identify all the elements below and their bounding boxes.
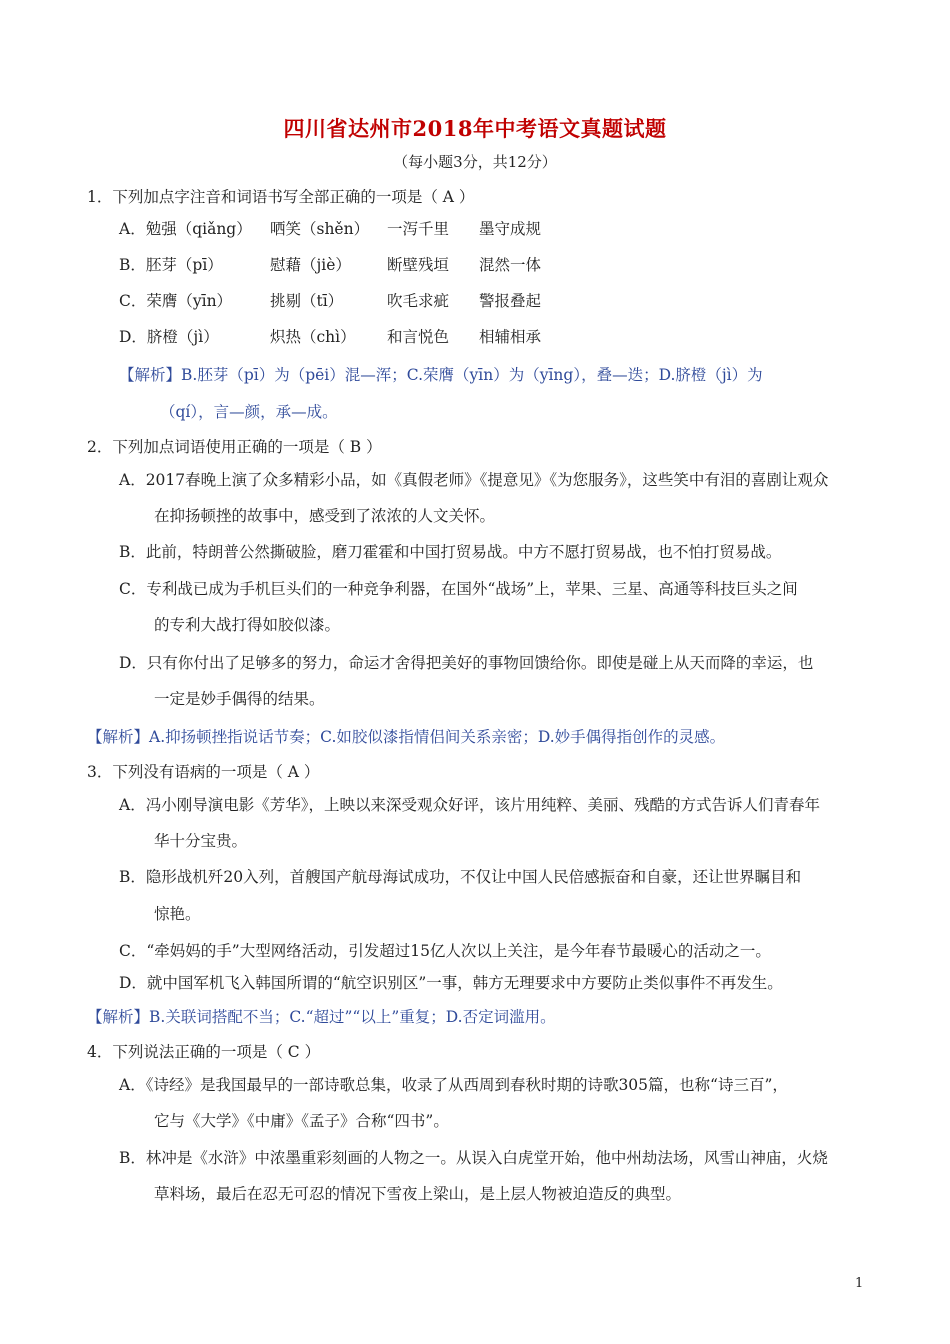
question-2-option-d-cont: 一定是妙手偶得的结果。	[154, 690, 325, 708]
analysis-text: B.胚芽（pī）为（pēi）混—浑；C.荣膺（yīn）为（yīng），叠—迭；D.脐橙（jì）为	[181, 366, 763, 384]
question-2-option-a-cont: 在抑扬顿挫的故事中，感受到了浓浓的人文关怀。	[154, 507, 496, 525]
analysis-text: B.关联词搭配不当；C.“超过”“以上”重复；D.否定词滥用。	[149, 1008, 556, 1026]
question-2-option-d: D．只有你付出了足够多的努力，命运才舍得把美好的事物回馈给你。即使是碰上从天而降的幸运，也	[119, 654, 814, 672]
option-cell: 炽热（chì）	[270, 328, 356, 346]
question-3-option-a: A．冯小刚导演电影《芳华》，上映以来深受观众好评，该片用纯粹、美丽、残酷的方式告诉人们青春年	[119, 796, 820, 814]
option-cell: B．胚芽（pī）	[119, 256, 223, 274]
question-4-option-a: A．《诗经》是我国最早的一部诗歌总集，收录了从西周到春秋时期的诗歌305篇，也称“诗三百”，	[119, 1076, 788, 1094]
page-subtitle: （每小题3分，共12分）	[393, 153, 557, 171]
question-1-analysis	[119, 364, 763, 386]
question-2-option-c: C．专利战已成为手机巨头们的一种竞争利器，在国外“战场”上，苹果、三星、高通等科技巨头之间	[119, 580, 798, 598]
analysis-text: A.抑扬顿挫指说话节奏；C.如胶似漆指情侣间关系亲密；D.妙手偶得指创作的灵感。	[149, 728, 726, 746]
question-1-option-c	[119, 290, 541, 312]
option-cell: 和言悦色	[387, 328, 450, 346]
question-2-analysis	[87, 726, 725, 748]
question-4-option-a-cont: 它与《大学》《中庸》《孟子》合称“四书”。	[154, 1112, 449, 1130]
question-4-option-b-cont: 草料场，最后在忍无可忍的情况下雪夜上梁山，是上层人物被迫造反的典型。	[154, 1185, 682, 1203]
option-cell: 警报叠起	[479, 292, 542, 310]
question-2-stem: 2．下列加点词语使用正确的一项是（ B ）	[87, 438, 382, 456]
question-1-option-d	[119, 326, 541, 348]
question-2-option-a: A．2017春晚上演了众多精彩小品，如《真假老师》《提意见》《为您服务》，这些笑中有泪的喜剧让观众	[119, 471, 829, 489]
page-number: 1	[855, 1276, 864, 1291]
question-3-analysis	[87, 1006, 556, 1028]
option-cell: 墨守成规	[479, 220, 542, 238]
option-cell: 吹毛求疵	[387, 292, 450, 310]
analysis-tag: 【解析】	[87, 728, 150, 746]
question-3-option-a-cont: 华十分宝贵。	[154, 832, 248, 850]
question-3-option-d: D．就中国军机飞入韩国所谓的“航空识别区”一事，韩方无理要求中方要防止类似事件不再发生。	[119, 974, 783, 992]
question-3-option-c: C．“牵妈妈的手”大型网络活动，引发超过15亿人次以上关注，是今年春节最暖心的活动之一。	[119, 942, 771, 960]
question-1-analysis-cont: （qí），言—颜，承—成。	[160, 403, 338, 421]
question-1-option-a	[119, 218, 541, 240]
option-cell: D．脐橙（jì）	[119, 328, 219, 346]
question-3-stem: 3．下列没有语病的一项是（ A ）	[87, 763, 320, 781]
option-cell: 混然一体	[479, 256, 542, 274]
question-2-option-b: B．此前，特朗普公然撕破脸，磨刀霍霍和中国打贸易战。中方不愿打贸易战，也不怕打贸易战。	[119, 543, 782, 561]
question-1-option-b	[119, 254, 541, 276]
question-2-option-c-cont: 的专利大战打得如胶似漆。	[154, 616, 341, 634]
analysis-tag: 【解析】	[119, 366, 182, 384]
option-cell: 一泻千里	[387, 220, 450, 238]
analysis-tag: 【解析】	[87, 1008, 150, 1026]
question-3-option-b-cont: 惊艳。	[154, 905, 201, 923]
option-cell: 挑剔（tī）	[270, 292, 344, 310]
question-4-stem: 4．下列说法正确的一项是（ C ）	[87, 1043, 321, 1061]
question-1-stem: 1．下列加点字注音和词语书写全部正确的一项是（ A ）	[87, 188, 475, 206]
option-cell: 哂笑（shěn）	[270, 220, 370, 238]
question-4-option-b: B．林冲是《水浒》中浓墨重彩刻画的人物之一。从误入白虎堂开始，他中州劫法场，风雪山神庙，火烧	[119, 1149, 828, 1167]
option-cell: A．勉强（qiǎng）	[119, 220, 252, 238]
option-cell: C．荣膺（yīn）	[119, 292, 233, 310]
page-title: 四川省达州市2018年中考语文真题试题	[283, 116, 667, 141]
option-cell: 相辅相承	[479, 328, 542, 346]
option-cell: 断壁残垣	[387, 256, 450, 274]
question-3-option-b: B．隐形战机歼20入列，首艘国产航母海试成功，不仅让中国人民倍感振奋和自豪，还让世界瞩目和	[119, 868, 802, 886]
option-cell: 慰藉（jiè）	[270, 256, 351, 274]
